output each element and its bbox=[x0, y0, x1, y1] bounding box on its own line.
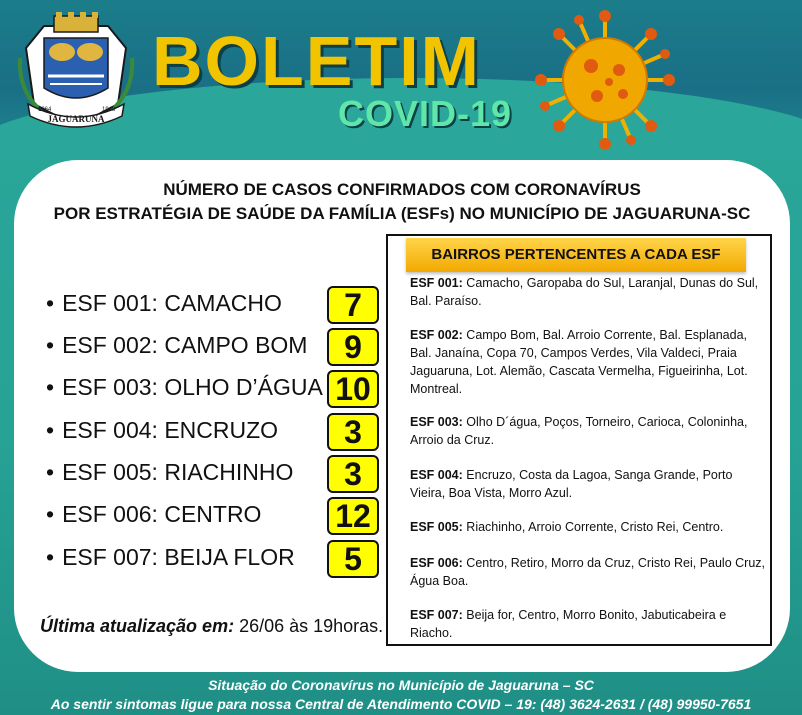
neighborhood-code: ESF 006: bbox=[410, 556, 463, 570]
neighborhood-code: ESF 002: bbox=[410, 328, 463, 342]
svg-text:1948: 1948 bbox=[102, 107, 116, 113]
esf-row bbox=[46, 497, 386, 537]
neighborhood-text: Campo Bom, Bal. Arroio Corrente, Bal. Esplanada, Bal. Janaína, Copa 70, Campos Verdes, Vila Valdeci, Praia Jaguaruna, Lot. Alemão, Cascata Vermelha, Figueirinha, Lot. Montreal. bbox=[410, 328, 748, 396]
last-update bbox=[40, 616, 383, 637]
bullet: • bbox=[46, 544, 55, 570]
esf-row bbox=[46, 413, 386, 453]
neighborhood-item bbox=[410, 413, 770, 449]
esf-label bbox=[46, 459, 293, 486]
esf-label bbox=[46, 332, 307, 359]
neighborhood-item bbox=[410, 606, 770, 642]
neighborhood-text: Beija for, Centro, Morro Bonito, Jabuticabeira e Riacho. bbox=[410, 608, 727, 640]
cases-heading-line1: NÚMERO DE CASOS CONFIRMADOS COM CORONAVÍRUS bbox=[163, 180, 641, 199]
bullet: • bbox=[46, 459, 55, 485]
neighborhood-item bbox=[410, 466, 770, 502]
neighborhood-text: Encruzo, Costa da Lagoa, Sanga Grande, Porto Vieira, Boa Vista, Morro Azul. bbox=[410, 468, 733, 500]
last-update-value: 26/06 às 19horas. bbox=[239, 616, 384, 636]
svg-text:JAGUARUNA: JAGUARUNA bbox=[47, 114, 105, 124]
esf-label bbox=[46, 417, 278, 444]
neighborhoods-box bbox=[386, 234, 772, 646]
neighborhood-code: ESF 001: bbox=[410, 276, 463, 290]
esf-name: ESF 003: OLHO D’ÁGUA bbox=[62, 374, 323, 400]
neighborhood-code: ESF 004: bbox=[410, 468, 463, 482]
neighborhood-text: Riachinho, Arroio Corrente, Cristo Rei, Centro. bbox=[466, 520, 724, 534]
esf-row bbox=[46, 455, 386, 495]
footer-line2: Ao sentir sintomas ligue para nossa Central de Atendimento COVID – 19: (48) 3624-2631 / (48) 99950-7651 bbox=[50, 696, 752, 712]
case-count: 3 bbox=[327, 413, 379, 451]
case-count: 12 bbox=[327, 497, 379, 535]
neighborhood-text: Olho D´água, Poços, Torneiro, Carioca, Coloninha, Arroio da Cruz. bbox=[410, 415, 748, 447]
case-count: 10 bbox=[327, 370, 379, 408]
esf-row bbox=[46, 370, 386, 410]
header-banner bbox=[0, 0, 802, 160]
neighborhood-code: ESF 003: bbox=[410, 415, 463, 429]
neighborhood-code: ESF 007: bbox=[410, 608, 463, 622]
esf-name: ESF 004: ENCRUZO bbox=[62, 417, 279, 443]
cases-heading-line2: POR ESTRATÉGIA DE SAÚDE DA FAMÍLIA (ESFs) NO MUNICÍPIO DE JAGUARUNA-SC bbox=[53, 204, 751, 223]
bulletin-subtitle: COVID-19 bbox=[338, 93, 513, 134]
neighborhood-item bbox=[410, 326, 770, 398]
bullet: • bbox=[46, 374, 55, 400]
neighborhood-item bbox=[410, 518, 770, 536]
esf-name: ESF 002: CAMPO BOM bbox=[62, 332, 308, 358]
svg-text:1864: 1864 bbox=[38, 107, 52, 113]
last-update-label: Última atualização em: bbox=[40, 616, 235, 636]
esf-row bbox=[46, 540, 386, 580]
case-count: 5 bbox=[327, 540, 379, 578]
footer-line1: Situação do Coronavírus no Município de Jaguaruna – SC bbox=[208, 677, 594, 693]
bulletin-title: BOLETIM bbox=[152, 22, 481, 100]
neighborhood-text: Camacho, Garopaba do Sul, Laranjal, Dunas do Sul, Bal. Paraíso. bbox=[410, 276, 759, 308]
neighborhood-text: Centro, Retiro, Morro da Cruz, Cristo Rei, Paulo Cruz, Água Boa. bbox=[410, 556, 766, 588]
esf-label bbox=[46, 544, 295, 571]
esf-name: ESF 006: CENTRO bbox=[62, 501, 262, 527]
bullet: • bbox=[46, 417, 55, 443]
esf-name: ESF 007: BEIJA FLOR bbox=[62, 544, 295, 570]
jaguaruna-crest-icon bbox=[14, 8, 138, 132]
case-count: 9 bbox=[327, 328, 379, 366]
bullet: • bbox=[46, 332, 55, 358]
coronavirus-icon bbox=[535, 10, 675, 150]
neighborhood-code: ESF 005: bbox=[410, 520, 463, 534]
footer bbox=[0, 676, 802, 714]
esf-name: ESF 005: RIACHINHO bbox=[62, 459, 294, 485]
esf-row bbox=[46, 328, 386, 368]
neighborhoods-title: BAIRROS PERTENCENTES A CADA ESF bbox=[406, 238, 746, 272]
esf-label bbox=[46, 290, 282, 317]
esf-name: ESF 001: CAMACHO bbox=[62, 290, 282, 316]
case-count: 3 bbox=[327, 455, 379, 493]
neighborhood-item bbox=[410, 554, 770, 590]
neighborhood-item bbox=[410, 274, 770, 310]
esf-label bbox=[46, 501, 261, 528]
esf-label bbox=[46, 374, 323, 401]
bullet: • bbox=[46, 290, 55, 316]
cases-heading bbox=[14, 178, 790, 226]
bullet: • bbox=[46, 501, 55, 527]
case-count: 7 bbox=[327, 286, 379, 324]
esf-row bbox=[46, 286, 386, 326]
